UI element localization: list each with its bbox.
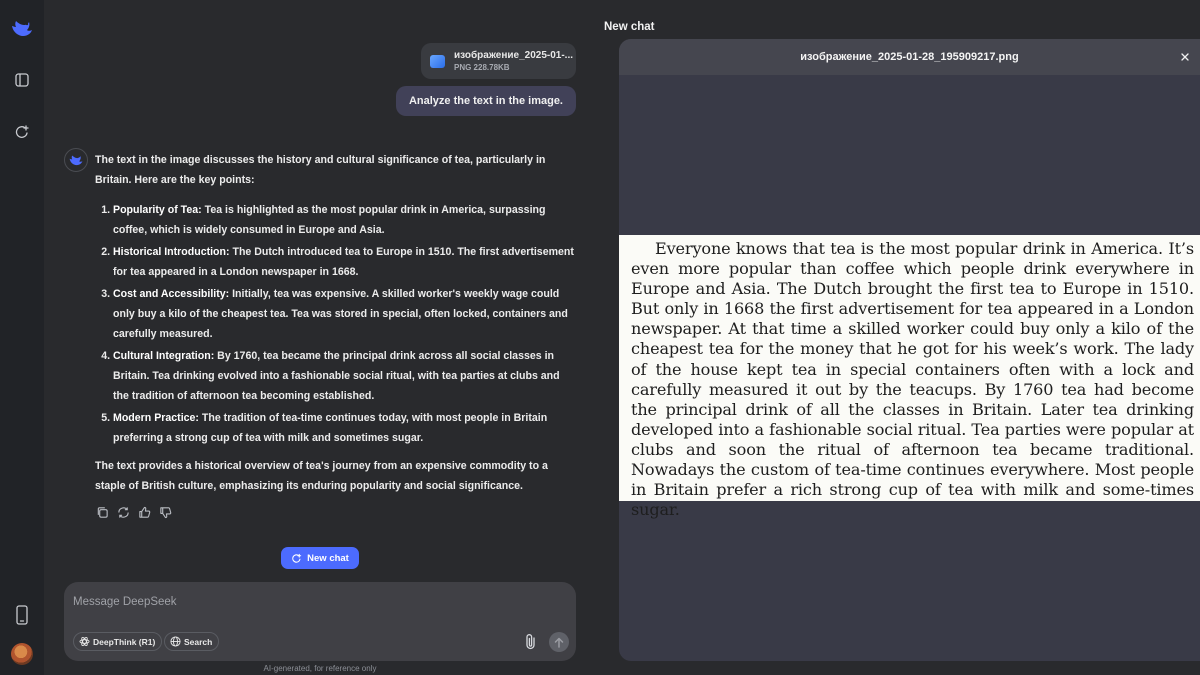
answer-intro: The text in the image discusses the history and cultural significance of tea, particularly in Britain. Here are the key points: — [95, 154, 546, 186]
avatar[interactable] — [11, 643, 33, 665]
attachment-chip[interactable] — [421, 43, 576, 79]
arrow-up-icon — [554, 637, 564, 648]
image-preview-panel — [619, 39, 1200, 661]
deepthink-toggle[interactable] — [73, 632, 162, 651]
point-title: Popularity of Tea: — [113, 204, 202, 216]
thumbs-down-icon[interactable] — [158, 505, 172, 519]
regenerate-icon[interactable] — [116, 505, 130, 519]
attachment-info — [454, 50, 573, 72]
image-file-icon — [430, 55, 445, 68]
point-text: The tradition of tea-time continues today, with most people in Britain preferring a strong cup of tea with milk and sometimes sugar. — [113, 412, 548, 444]
attachment-name: изображение_2025-01-... — [454, 50, 574, 61]
key-point — [113, 346, 577, 406]
attachment-meta: PNG 228.78KB — [454, 63, 510, 72]
new-chat-button[interactable] — [281, 547, 359, 569]
key-point — [113, 284, 577, 344]
key-point — [113, 408, 577, 448]
point-text: By 1760, tea became the principal drink across all social classes in Britain. Tea drinking evolved into a fashionable social ritual, with tea parties at clubs and the tradition of afternoon tea becoming established. — [113, 350, 560, 402]
key-point — [113, 242, 577, 282]
point-text: Tea is highlighted as the most popular drink in America, surpassing coffee, which is widely consumed in Europe and Asia. — [113, 204, 546, 236]
search-toggle[interactable] — [164, 632, 219, 651]
phone-icon[interactable] — [8, 601, 36, 629]
icon-rail — [0, 0, 44, 675]
point-text: The Dutch introduced tea to Europe in 1510. The first advertisement for tea appeared in a London newspaper in 1668. — [113, 246, 574, 278]
chat-title: New chat — [604, 21, 655, 33]
sidebar-toggle-icon[interactable] — [8, 66, 36, 94]
search-label: Search — [184, 636, 213, 647]
assistant-avatar-icon — [64, 148, 88, 172]
message-input[interactable] — [73, 592, 513, 612]
disclaimer: AI-generated, for reference only — [263, 664, 377, 673]
globe-icon — [170, 636, 181, 647]
atom-icon — [79, 636, 90, 647]
preview-filename: изображение_2025-01-28_195909217.png — [800, 51, 1019, 63]
paperclip-icon[interactable] — [523, 633, 539, 651]
scanned-text-image — [619, 235, 1200, 520]
copy-icon[interactable] — [95, 505, 109, 519]
point-title: Historical Introduction: — [113, 246, 230, 258]
preview-header — [619, 39, 1200, 75]
close-icon[interactable] — [1178, 50, 1192, 64]
user-message: Analyze the text in the image. — [396, 86, 576, 116]
new-chat-label: New chat — [307, 552, 349, 564]
answer-closing: The text provides a historical overview of tea's journey from an expensive commodity to a staple of British culture, emphasizing its enduring popularity and social significance. — [95, 460, 548, 492]
assistant-message — [95, 150, 577, 496]
send-button[interactable] — [549, 632, 569, 652]
key-points-list — [95, 200, 577, 448]
scanned-paragraph: Everyone knows that tea is the most popular drink in America. It’s even more popular than coffee which people drink everywhere in Europe and Asia. The Dutch brought the first tea to Europe in 1510. But only in 1668 the first advertisement for tea appeared in a London newspaper. At that time a skilled worker could buy only a kilo of the cheapest tea for the money that he got for his week’s work. The lady of the house kept tea in special containers often with a lock and carefully measured it out by the teacups. By 1760 tea had become the principal drink of all the classes in Britain. Later tea drinking developed into a fashionable social ritual. Tea parties were popular at clubs and soon the ritual of afternoon tea became traditional. Nowadays the custom of tea-time continues everywhere. Most people in Britain prefer a rich strong cup of tea with milk and some-times sugar. — [631, 239, 1194, 520]
point-text: Initially, tea was expensive. A skilled worker's weekly wage could only buy a kilo of the cheapest tea. Tea was stored in special, often locked, containers and carefully measured. — [113, 288, 568, 340]
new-chat-icon — [291, 553, 302, 564]
point-title: Cost and Accessibility: — [113, 288, 230, 300]
message-actions — [95, 505, 172, 519]
thumbs-up-icon[interactable] — [137, 505, 151, 519]
message-composer — [64, 582, 576, 661]
new-chat-icon[interactable] — [8, 118, 36, 146]
point-title: Cultural Integration: — [113, 350, 215, 362]
point-title: Modern Practice: — [113, 412, 199, 424]
key-point — [113, 200, 577, 240]
whale-logo-icon[interactable] — [8, 14, 36, 42]
deepthink-label: DeepThink (R1) — [93, 636, 156, 647]
